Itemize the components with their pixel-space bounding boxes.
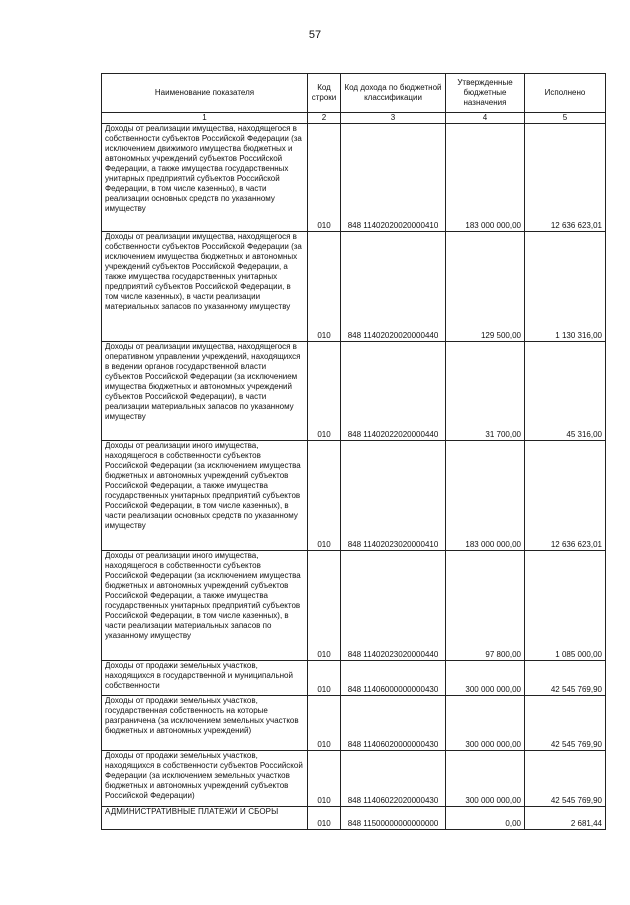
row-kbk: 848 11406022020000430 bbox=[341, 751, 446, 807]
row-kbk: 848 11402023020000440 bbox=[341, 551, 446, 661]
row-executed: 1 130 316,00 bbox=[525, 232, 606, 342]
row-name: Доходы от реализации иного имущества, находящегося в собственности субъектов Российской Федерации (за исключением имущества бюджетных и автономных учреждений субъектов Российской Федерации, а также имущества государственных унитарных предприятий субъектов Российской Федерации, в том числе казенных), в части реализации основных средств по указанному имуществу bbox=[102, 441, 308, 551]
row-approved: 97 800,00 bbox=[446, 551, 525, 661]
row-kbk: 848 11402022020000440 bbox=[341, 342, 446, 441]
row-code: 010 bbox=[308, 751, 341, 807]
row-code: 010 bbox=[308, 807, 341, 830]
row-approved: 300 000 000,00 bbox=[446, 751, 525, 807]
row-name: Доходы от реализации имущества, находящегося в оперативном управлении учреждений, находящихся в ведении органов государственной власти субъектов Российской Федерации (за исключением имущества бюджетных и автономных учреждений субъектов Российской Федерации), в части реализации материальных запасов по указанному имуществу bbox=[102, 342, 308, 441]
row-name: Доходы от продажи земельных участков, государственная собственность на которые разграничена (за исключением земельных участков бюджетных и автономных учреждений) bbox=[102, 696, 308, 751]
row-kbk: 848 11402020020000440 bbox=[341, 232, 446, 342]
column-number-row bbox=[102, 113, 606, 124]
row-approved: 300 000 000,00 bbox=[446, 661, 525, 696]
row-executed: 45 316,00 bbox=[525, 342, 606, 441]
header-approved: Утвержденные бюджетные назначения bbox=[446, 74, 525, 113]
table-row bbox=[102, 807, 606, 830]
row-name: Доходы от реализации иного имущества, находящегося в собственности субъектов Российской Федерации (за исключением имущества бюджетных и автономных учреждений субъектов Российской Федерации, а также имущества государственных унитарных предприятий субъектов Российской Федерации, в том числе казенных), в части реализации материальных запасов по указанному имуществу bbox=[102, 551, 308, 661]
row-executed: 1 085 000,00 bbox=[525, 551, 606, 661]
row-approved: 183 000 000,00 bbox=[446, 441, 525, 551]
row-approved: 183 000 000,00 bbox=[446, 124, 525, 232]
table-row bbox=[102, 124, 606, 232]
table-row bbox=[102, 696, 606, 751]
column-number: 4 bbox=[446, 113, 525, 124]
table-row bbox=[102, 232, 606, 342]
column-number: 3 bbox=[341, 113, 446, 124]
row-code: 010 bbox=[308, 441, 341, 551]
row-executed: 42 545 769,90 bbox=[525, 661, 606, 696]
row-kbk: 848 11402020020000410 bbox=[341, 124, 446, 232]
column-number: 5 bbox=[525, 113, 606, 124]
table-row bbox=[102, 441, 606, 551]
table-row bbox=[102, 751, 606, 807]
header-executed: Исполнено bbox=[525, 74, 606, 113]
row-name: Доходы от продажи земельных участков, находящихся в государственной и муниципальной собственности bbox=[102, 661, 308, 696]
column-number: 1 bbox=[102, 113, 308, 124]
table-row bbox=[102, 551, 606, 661]
column-number: 2 bbox=[308, 113, 341, 124]
row-approved: 31 700,00 bbox=[446, 342, 525, 441]
header-code: Код строки bbox=[308, 74, 341, 113]
row-code: 010 bbox=[308, 124, 341, 232]
row-executed: 12 636 623,01 bbox=[525, 124, 606, 232]
row-approved: 129 500,00 bbox=[446, 232, 525, 342]
row-executed: 12 636 623,01 bbox=[525, 441, 606, 551]
row-name: АДМИНИСТРАТИВНЫЕ ПЛАТЕЖИ И СБОРЫ bbox=[102, 807, 308, 830]
row-code: 010 bbox=[308, 696, 341, 751]
header-name: Наименование показателя bbox=[102, 74, 308, 113]
row-code: 010 bbox=[308, 232, 341, 342]
table-row bbox=[102, 661, 606, 696]
row-name: Доходы от реализации имущества, находящегося в собственности субъектов Российской Федерации (за исключением движимого имущества бюджетных и автономных учреждений субъектов Российской Федерации, а также имущества государственных унитарных предприятий субъектов Российской Федерации, в том числе казенных), в части реализации основных средств по указанному имуществу bbox=[102, 124, 308, 232]
row-name: Доходы от продажи земельных участков, находящихся в собственности субъектов Российской Федерации (за исключением земельных участков бюджетных и автономных учреждений субъектов Российской Федерации) bbox=[102, 751, 308, 807]
row-kbk: 848 11406020000000430 bbox=[341, 696, 446, 751]
page-number: 57 bbox=[308, 29, 322, 41]
row-executed: 2 681,44 bbox=[525, 807, 606, 830]
row-approved: 0,00 bbox=[446, 807, 525, 830]
row-kbk: 848 11500000000000000 bbox=[341, 807, 446, 830]
row-kbk: 848 11402023020000410 bbox=[341, 441, 446, 551]
row-code: 010 bbox=[308, 661, 341, 696]
row-name: Доходы от реализации имущества, находящегося в собственности субъектов Российской Федерации (за исключением имущества бюджетных и автономных учреждений субъектов Российской Федерации, а также имущества государственных унитарных предприятий субъектов Российской Федерации, в том числе казенных), в части реализации материальных запасов по указанному имуществу bbox=[102, 232, 308, 342]
header-kbk: Код дохода по бюджетной классификации bbox=[341, 74, 446, 113]
row-code: 010 bbox=[308, 342, 341, 441]
row-kbk: 848 11406000000000430 bbox=[341, 661, 446, 696]
row-executed: 42 545 769,90 bbox=[525, 696, 606, 751]
row-executed: 42 545 769,90 bbox=[525, 751, 606, 807]
row-approved: 300 000 000,00 bbox=[446, 696, 525, 751]
row-code: 010 bbox=[308, 551, 341, 661]
revenue-table bbox=[101, 73, 606, 830]
table-header-row bbox=[102, 74, 606, 113]
table-row bbox=[102, 342, 606, 441]
